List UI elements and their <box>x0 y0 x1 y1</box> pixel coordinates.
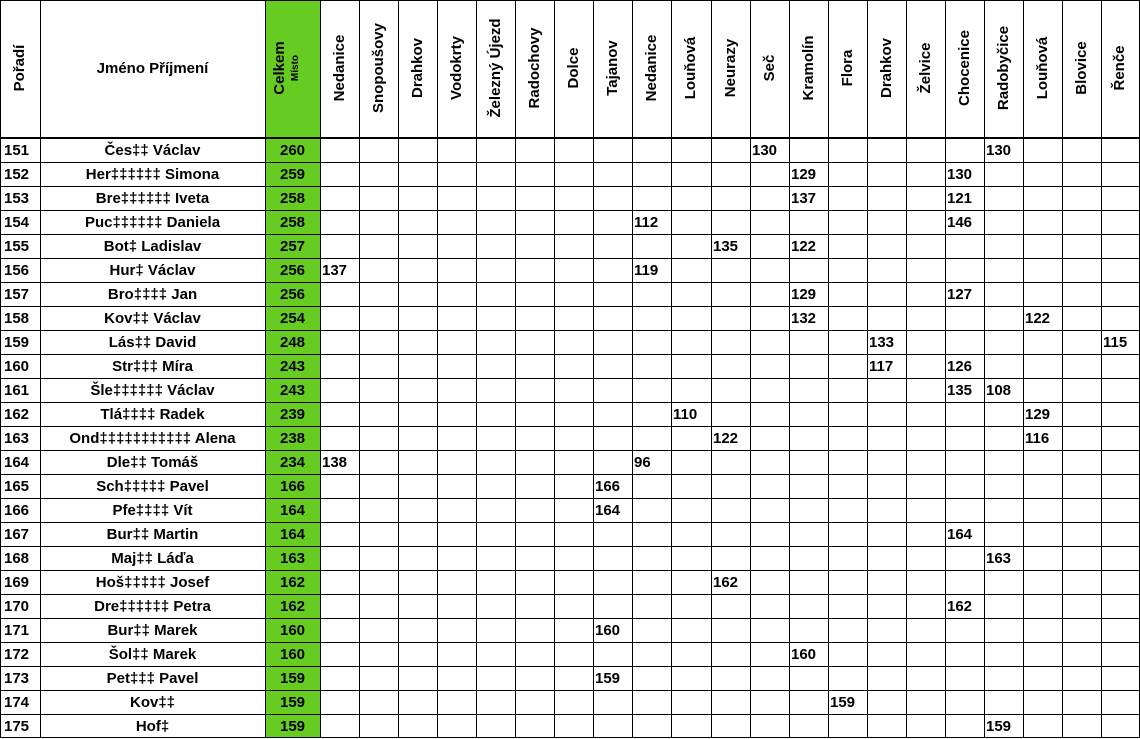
grid-hline <box>0 330 1140 331</box>
grid-hline <box>0 426 1140 427</box>
grid-hline <box>0 234 1140 235</box>
header-venue: Radochovy <box>525 27 543 109</box>
grid-hline <box>0 666 1140 667</box>
row-total: 254 <box>279 310 306 327</box>
row-rank: 155 <box>4 238 30 255</box>
grid-hline <box>0 0 1140 1</box>
grid-vline <box>398 0 399 738</box>
row-name: Her‡‡‡‡‡‡ Simona <box>85 166 220 183</box>
grid-vline <box>359 0 360 738</box>
row-rank: 166 <box>4 502 30 519</box>
header-total-label: Celkem <box>271 41 288 95</box>
header-venue: Drahkov <box>877 37 895 99</box>
grid-hline <box>0 690 1140 691</box>
grid-hline <box>0 714 1140 715</box>
grid-hline <box>0 522 1140 523</box>
grid-vline <box>750 0 751 738</box>
row-score: 117 <box>869 358 894 375</box>
grid-header-line <box>0 137 1140 139</box>
grid-vline <box>0 0 1 738</box>
row-total: 258 <box>279 214 306 231</box>
row-score: 121 <box>947 190 973 207</box>
row-score: 164 <box>947 526 973 543</box>
row-rank: 171 <box>4 622 30 639</box>
grid-vline <box>671 0 672 738</box>
header-venue: Kramolín <box>799 35 817 101</box>
grid-vline <box>1062 0 1063 738</box>
grid-vline <box>906 0 907 738</box>
row-rank: 159 <box>4 334 30 351</box>
row-score: 146 <box>947 214 973 231</box>
row-name: Puc‡‡‡‡‡‡ Daniela <box>84 214 221 231</box>
row-score: 129 <box>791 286 817 303</box>
grid-vline <box>320 0 321 738</box>
row-score: 112 <box>634 214 659 231</box>
row-name: Pet‡‡‡ Pavel <box>106 670 199 687</box>
row-total: 259 <box>279 166 306 183</box>
header-venue: Nedanice <box>330 34 348 102</box>
row-total: 160 <box>279 622 306 639</box>
row-name: Hoš‡‡‡‡‡ Josef <box>95 574 210 591</box>
row-total: 164 <box>279 526 306 543</box>
row-rank: 167 <box>4 526 30 543</box>
row-name: Lás‡‡ David <box>108 334 197 351</box>
row-rank: 161 <box>4 382 30 399</box>
header-venue: Louňová <box>682 36 699 100</box>
header-rank: Pořadí <box>11 44 28 92</box>
row-score: 119 <box>634 262 659 279</box>
row-score: 160 <box>791 646 817 663</box>
grid-hline <box>0 546 1140 547</box>
row-score: 163 <box>986 550 1012 567</box>
row-rank: 168 <box>4 550 30 567</box>
row-total: 239 <box>279 406 306 423</box>
row-rank: 169 <box>4 574 30 591</box>
row-score: 108 <box>986 382 1012 399</box>
header-total-sublabel: Místo <box>290 54 301 82</box>
header-venue: Dolce <box>564 47 582 89</box>
header-venue: Železný Újezd <box>486 18 504 118</box>
row-name: Hof‡ <box>135 718 170 735</box>
row-score: 96 <box>634 454 651 471</box>
grid-hline <box>0 642 1140 643</box>
header-venue: Drahkov <box>408 37 426 99</box>
header-venue: Louňová <box>1033 36 1051 100</box>
row-score: 122 <box>1025 310 1051 327</box>
row-rank: 172 <box>4 646 30 663</box>
grid-hline <box>0 474 1140 475</box>
row-total: 160 <box>279 646 306 663</box>
row-rank: 162 <box>4 406 30 423</box>
header-venue: Radobyčice <box>994 25 1012 111</box>
row-rank: 152 <box>4 166 30 183</box>
row-score: 130 <box>947 166 973 183</box>
row-score: 126 <box>947 358 973 375</box>
row-score: 166 <box>595 478 621 495</box>
grid-hline <box>0 282 1140 283</box>
row-score: 159 <box>595 670 621 687</box>
header-venue: Blovice <box>1072 41 1090 95</box>
row-name: Bro‡‡‡‡ Jan <box>107 286 198 303</box>
row-score: 162 <box>713 574 739 591</box>
row-total: 256 <box>279 262 306 279</box>
row-rank: 157 <box>4 286 30 303</box>
row-name: Bre‡‡‡‡‡‡ Iveta <box>95 190 210 207</box>
row-score: 159 <box>986 718 1012 735</box>
row-total: 238 <box>279 430 306 447</box>
header-venue: Nedanice <box>642 34 660 102</box>
header-venue: Řenče <box>1111 45 1128 91</box>
row-score: 137 <box>791 190 817 207</box>
row-score: 137 <box>322 262 348 279</box>
grid-hline <box>0 498 1140 499</box>
grid-vline <box>515 0 516 738</box>
grid-hline <box>0 450 1140 451</box>
header-venue: Flora <box>838 49 856 87</box>
row-total: 162 <box>279 598 306 615</box>
grid-hline <box>0 162 1140 163</box>
row-total: 258 <box>279 190 306 207</box>
row-total: 159 <box>279 694 306 711</box>
row-rank: 170 <box>4 598 30 615</box>
grid-vline <box>437 0 438 738</box>
row-score: 164 <box>595 502 621 519</box>
grid-hline <box>0 618 1140 619</box>
grid-vline <box>867 0 868 738</box>
row-total: 243 <box>279 382 306 399</box>
row-score: 127 <box>947 286 973 303</box>
row-name: Šle‡‡‡‡‡‡ Václav <box>90 382 215 399</box>
row-score: 133 <box>869 334 895 351</box>
row-score: 159 <box>830 694 856 711</box>
row-name: Dle‡‡ Tomáš <box>106 454 199 471</box>
grid-hline <box>0 186 1140 187</box>
grid-vline <box>828 0 829 738</box>
row-score: 130 <box>986 142 1012 159</box>
row-score: 110 <box>673 406 698 423</box>
row-total: 159 <box>279 718 306 735</box>
row-total: 260 <box>279 142 306 159</box>
row-rank: 158 <box>4 310 30 327</box>
header-venue: Snopoušovy <box>369 23 387 114</box>
header-venue: Tajanov <box>603 40 621 96</box>
row-name: Tlá‡‡‡‡ Radek <box>100 406 205 423</box>
row-rank: 156 <box>4 262 30 279</box>
grid-vline <box>265 0 266 738</box>
grid-hline <box>0 378 1140 379</box>
row-score: 129 <box>791 166 817 183</box>
grid-vline <box>40 0 41 738</box>
grid-vline <box>789 0 790 738</box>
header-venue: Chocenice <box>955 30 973 106</box>
row-score: 138 <box>322 454 348 471</box>
row-rank: 173 <box>4 670 30 687</box>
grid-hline <box>0 354 1140 355</box>
grid-vline <box>1023 0 1024 738</box>
header-venue: Vodokrty <box>447 36 465 100</box>
header-total <box>272 3 312 133</box>
row-rank: 160 <box>4 358 30 375</box>
row-score: 130 <box>752 142 778 159</box>
row-name: Šol‡‡ Marek <box>108 646 197 663</box>
row-total: 163 <box>279 550 306 567</box>
row-score: 135 <box>947 382 973 399</box>
header-venue: Želvice <box>916 42 934 94</box>
row-name: Bot‡ Ladislav <box>103 238 202 255</box>
grid-hline <box>0 594 1140 595</box>
row-rank: 164 <box>4 454 30 471</box>
row-score: 122 <box>791 238 817 255</box>
grid-hline <box>0 306 1140 307</box>
row-name: Bur‡‡ Marek <box>107 622 198 639</box>
row-rank: 153 <box>4 190 30 207</box>
row-score: 122 <box>713 430 739 447</box>
row-score: 135 <box>713 238 739 255</box>
row-name: Kov‡‡ Václav <box>104 310 201 327</box>
header-name: Jméno Příjmení <box>96 60 209 77</box>
row-total: 159 <box>279 670 306 687</box>
grid-vline <box>554 0 555 738</box>
row-score: 129 <box>1025 406 1051 423</box>
row-rank: 175 <box>4 718 30 735</box>
row-score: 160 <box>595 622 621 639</box>
row-score: 116 <box>1025 430 1050 447</box>
grid-hline <box>0 258 1140 259</box>
row-name: Maj‡‡ Láďa <box>111 550 194 567</box>
header-venue: Seč <box>760 54 778 82</box>
row-total: 257 <box>279 238 306 255</box>
header-venue: Neurazy <box>721 38 739 98</box>
row-name: Kov‡‡ <box>129 694 176 711</box>
row-score: 162 <box>947 598 973 615</box>
grid-vline <box>593 0 594 738</box>
row-total: 243 <box>279 358 306 375</box>
grid-vline <box>1101 0 1102 738</box>
row-name: Hur‡ Václav <box>109 262 196 279</box>
grid-hline <box>0 210 1140 211</box>
row-total: 248 <box>279 334 306 351</box>
row-name: Bur‡‡ Martin <box>106 526 199 543</box>
row-rank: 151 <box>4 142 30 159</box>
row-score: 132 <box>791 310 817 327</box>
row-name: Čes‡‡ Václav <box>104 142 201 159</box>
row-name: Str‡‡‡ Míra <box>112 358 193 375</box>
row-name: Pfe‡‡‡‡ Vít <box>112 502 193 519</box>
row-total: 162 <box>279 574 306 591</box>
grid-vline <box>711 0 712 738</box>
grid-vline <box>476 0 477 738</box>
grid-hline <box>0 402 1140 403</box>
row-total: 256 <box>279 286 306 303</box>
row-rank: 154 <box>4 214 30 231</box>
grid-hline <box>0 570 1140 571</box>
grid-vline <box>945 0 946 738</box>
row-name: Ond‡‡‡‡‡‡‡‡‡‡‡ Alena <box>69 430 236 447</box>
row-total: 166 <box>279 478 306 495</box>
row-name: Dre‡‡‡‡‡‡ Petra <box>94 598 211 615</box>
grid-vline <box>984 0 985 738</box>
row-score: 115 <box>1103 334 1128 351</box>
row-name: Sch‡‡‡‡‡ Pavel <box>96 478 209 495</box>
row-total: 234 <box>279 454 306 471</box>
row-rank: 163 <box>4 430 30 447</box>
row-rank: 165 <box>4 478 30 495</box>
row-rank: 174 <box>4 694 30 711</box>
grid-vline <box>632 0 633 738</box>
row-total: 164 <box>279 502 306 519</box>
